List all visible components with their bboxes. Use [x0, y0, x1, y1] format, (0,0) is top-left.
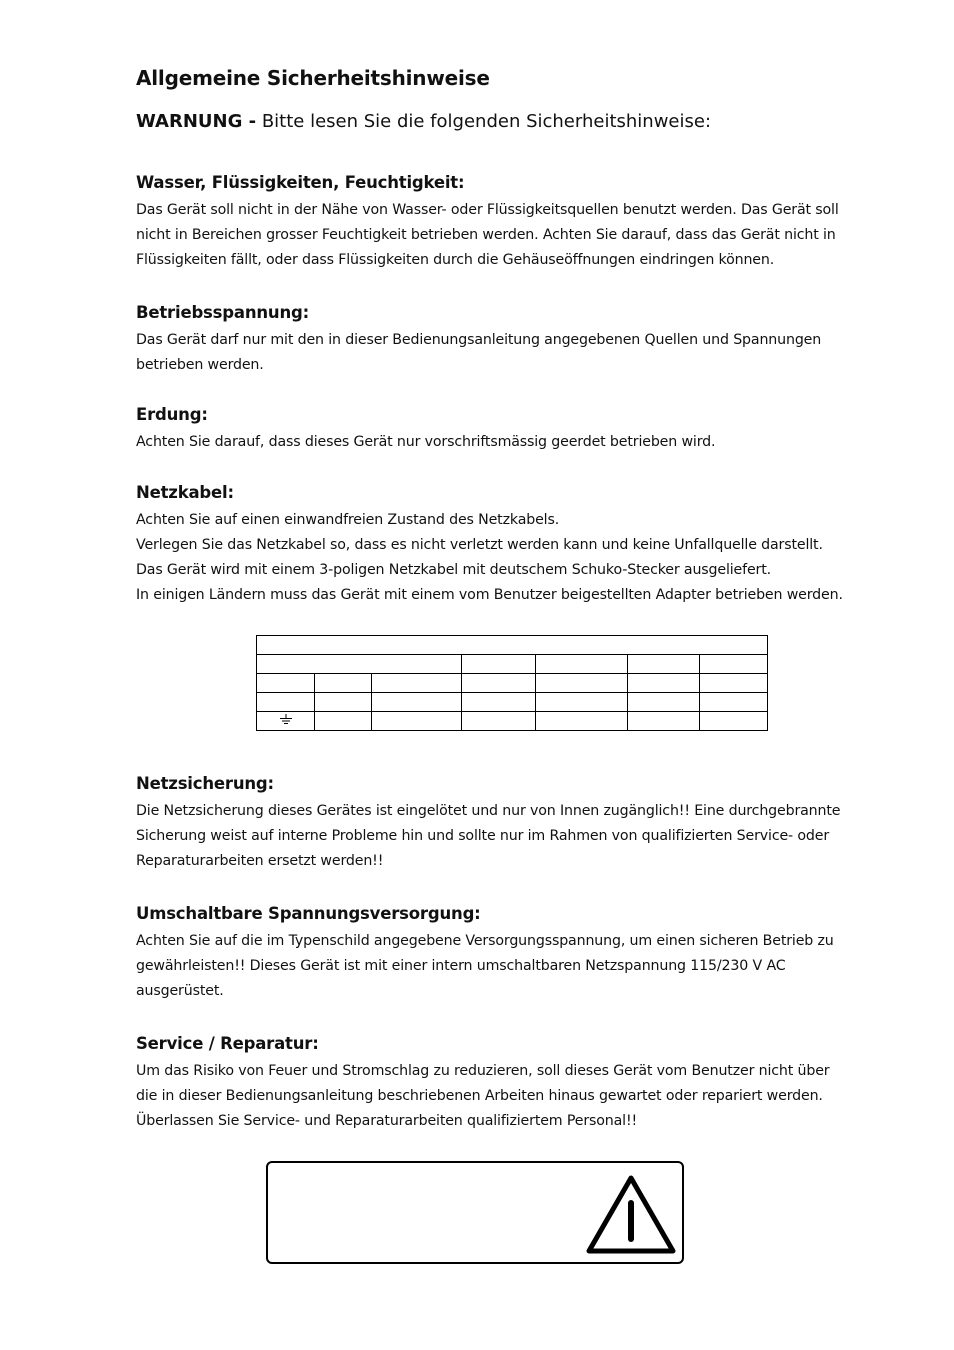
table-cell	[257, 655, 462, 674]
section-grounding	[136, 404, 896, 455]
section-heading: Service / Reparatur:	[136, 1034, 319, 1053]
table-cell	[315, 693, 372, 712]
table-cell	[536, 674, 628, 693]
section-text-line: ausgerüstet.	[136, 983, 224, 999]
section-text-line: Das Gerät darf nur mit den in dieser Bedienungsanleitung angegebenen Quellen und Spannungen	[136, 332, 822, 348]
table-cell	[462, 712, 536, 731]
section-text-line: Achten Sie auf einen einwandfreien Zustand des Netzkabels.	[136, 512, 560, 528]
section-text-line: Flüssigkeiten fällt, oder dass Flüssigkeiten durch die Gehäuseöffnungen eindringen können.	[136, 252, 775, 268]
table-cell	[257, 693, 315, 712]
warning-triangle-icon	[584, 1173, 678, 1257]
section-text-line: Überlassen Sie Service- und Reparaturarbeiten qualifiziertem Personal!!	[136, 1113, 638, 1129]
section-text-line: In einigen Ländern muss das Gerät mit einem vom Benutzer beigestellten Adapter betrieben werden.	[136, 587, 843, 603]
section-text-line: Reparaturarbeiten ersetzt werden!!	[136, 853, 384, 869]
section-text-line: die in dieser Bedienungsanleitung beschriebenen Arbeiten hinaus gewartet oder repariert werden.	[136, 1088, 823, 1104]
table-cell	[372, 674, 462, 693]
table-cell	[315, 712, 372, 731]
section-heading: Umschaltbare Spannungsversorgung:	[136, 904, 481, 923]
table-row	[257, 712, 768, 731]
table-cell	[372, 712, 462, 731]
page-title: Allgemeine Sicherheitshinweise	[136, 66, 490, 90]
warning-text: Bitte lesen Sie die folgenden Sicherheitshinweise:	[256, 111, 712, 132]
table-cell	[700, 674, 768, 693]
table-cell	[628, 693, 700, 712]
warning-label: WARNUNG -	[136, 111, 257, 132]
section-text-line: gewährleisten!! Dieses Gerät ist mit einer intern umschaltbaren Netzspannung 115/230 V AC	[136, 958, 786, 974]
section-heading: Netzsicherung:	[136, 774, 274, 793]
table-cell	[462, 674, 536, 693]
table-cell	[315, 674, 372, 693]
section-operating-voltage	[136, 302, 896, 378]
section-heading: Erdung:	[136, 405, 208, 424]
table-cell	[257, 636, 768, 655]
section-power-cable	[136, 482, 896, 608]
section-text-line: nicht in Bereichen grosser Feuchtigkeit betrieben werden. Achten Sie darauf, dass das Gerät nicht in	[136, 227, 836, 243]
section-text-line: Verlegen Sie das Netzkabel so, dass es nicht verletzt werden kann und keine Unfallquelle darstellt.	[136, 537, 823, 553]
table-row	[257, 655, 768, 674]
table-cell	[372, 693, 462, 712]
table-cell	[700, 712, 768, 731]
wiring-table	[256, 635, 768, 731]
table-row	[257, 674, 768, 693]
table-cell	[462, 693, 536, 712]
section-switchable-supply	[136, 903, 896, 1004]
table-cell	[462, 655, 536, 674]
section-text-line: Das Gerät soll nicht in der Nähe von Wasser- oder Flüssigkeitsquellen benutzt werden. Das Gerät soll	[136, 202, 839, 218]
table-cell	[628, 655, 700, 674]
section-text-line: Die Netzsicherung dieses Gerätes ist eingelötet und nur von Innen zugänglich!! Eine durchgebrannte	[136, 803, 841, 819]
section-text-line: Achten Sie darauf, dass dieses Gerät nur vorschriftsmässig geerdet betrieben wird.	[136, 434, 716, 450]
section-water	[136, 172, 896, 273]
table-row	[257, 636, 768, 655]
table-cell	[536, 655, 628, 674]
table-cell	[257, 712, 315, 731]
section-text-line: Achten Sie auf die im Typenschild angegebene Versorgungsspannung, um einen sicheren Betrieb zu	[136, 933, 834, 949]
table-cell	[257, 674, 315, 693]
ground-symbol-icon	[279, 714, 293, 726]
table-cell	[700, 693, 768, 712]
table-cell	[536, 693, 628, 712]
section-text-line: Um das Risiko von Feuer und Stromschlag zu reduzieren, soll dieses Gerät vom Benutzer nicht über	[136, 1063, 830, 1079]
table-cell	[628, 712, 700, 731]
table-cell	[628, 674, 700, 693]
section-heading: Betriebsspannung:	[136, 303, 310, 322]
section-heading: Netzkabel:	[136, 483, 234, 502]
section-text-line: Das Gerät wird mit einem 3-poligen Netzkabel mit deutschem Schuko-Stecker ausgeliefert.	[136, 562, 772, 578]
table-row	[257, 693, 768, 712]
warning-box	[266, 1161, 684, 1264]
section-fuse	[136, 773, 896, 874]
section-service	[136, 1033, 896, 1134]
section-text-line: betrieben werden.	[136, 357, 264, 373]
section-heading: Wasser, Flüssigkeiten, Feuchtigkeit:	[136, 173, 465, 192]
table-cell	[700, 655, 768, 674]
section-text-line: Sicherung weist auf interne Probleme hin und sollte nur im Rahmen von qualifizierten Service- oder	[136, 828, 830, 844]
warning-intro	[136, 111, 711, 132]
table-cell	[536, 712, 628, 731]
